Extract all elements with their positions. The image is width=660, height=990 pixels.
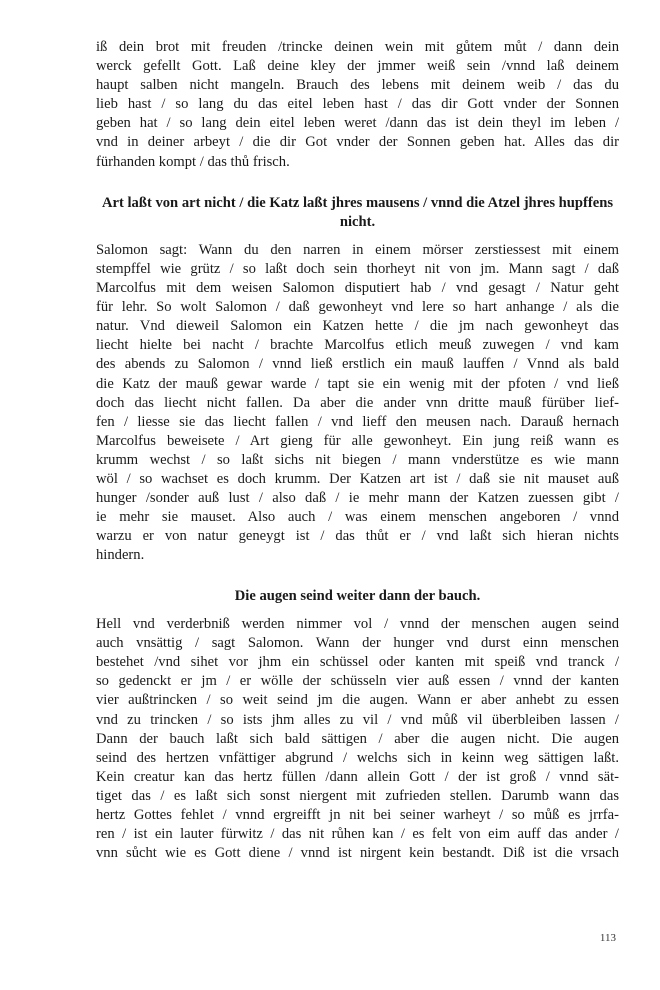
text-line: krumm wechst / so laßt sichs nit biegen / mann vnderstütze es wie mann <box>96 451 619 468</box>
text-line: fen / liesse sie das liecht fallen / vnd lieff den meusen nach. Darauß hernach <box>96 413 619 430</box>
text-line: Hell vnd verderbniß werden nimmer vol / vnnd der menschen augen seind <box>96 616 619 633</box>
text-line: tiget das / es laßt sich sonst niergent mit zufrieden stellen. Darumb wann das <box>96 787 619 804</box>
text-line: auch vnsättig / sagt Salomon. Wann der hunger vnd durst einn menschen <box>96 635 619 652</box>
text-line: hunger /sonder auß lust / also daß / ie mehr mann der Katzen zuessen gibt / <box>96 490 619 507</box>
text-line: vnn sůcht wie es Gott diene / vnnd ist nirgent kein bestandt. Diß ist die vrsach <box>96 845 619 862</box>
text-line: vnd zu trincken / so ists jhm alles zu vil / vnd můß vil überbleiben lassen / <box>96 711 619 728</box>
section-heading-augen: Die augen seind weiter dann der bauch. <box>234 588 481 605</box>
text-line: Salomon sagt: Wann du den narren in einem mörser zerstiessest mit einem <box>96 241 619 258</box>
text-line: haupt salben nicht mangeln. Brauch des lebens mit deinem weib / das du <box>96 77 619 94</box>
text-line: ren / ist ein lauter fürwitz / das nit růhen kan / es felt von eim auff das ander / <box>96 826 619 843</box>
text-line: doch das liecht nicht fallen. Da aber die ander vnn dritte mauß fürüber lief- <box>96 394 619 411</box>
text-line: so gedenckt er jm / er wölle der schüsseln vier auß essen / vnnd der kanten <box>96 673 619 690</box>
text-line: vier außtrincken / so weit seind jm die augen. Wann er aber anhebt zu essen <box>96 692 619 709</box>
text-line: Kein creatur kan das hertz füllen /dann allein Gott / der ist groß / vnnd sät- <box>96 768 619 785</box>
paragraph-augen <box>96 615 619 863</box>
text-line: werck gefellt Gott. Laß deine kley der jmmer weiß sein /vnnd laß deinem <box>96 58 619 75</box>
text-line: des abends zu Salomon / vnnd ließ erstlich ein mauß lauffen / Vnnd als bald <box>96 356 619 373</box>
text-line: Marcolfus mit dem weisen Salomon disputiert hab / vnd gesagt / Natur geht <box>96 280 619 297</box>
text-line: ie mehr sie mauset. Also auch / was einem menschen angeboren / vnnd <box>96 509 619 526</box>
text-line: fürhanden kompt / das thů frisch. <box>96 153 290 170</box>
text-line: wöl / so wachset es doch krumm. Der Katzen art ist / daß sie nit mauset auß <box>96 470 619 487</box>
text-line: stempffel wie grütz / so laßt doch sein thorheyt nit von jm. Mann sagt / daß <box>96 260 619 277</box>
text-line: für lehr. So wolt Salomon / daß gewonheyt vnd lere so hart anhange / als die <box>96 299 619 316</box>
page-number: 113 <box>599 932 616 944</box>
section-heading-art: Art laßt von art nicht / die Katz laßt jhres mausens / vnnd die Atzel jhres hupffens nicht. <box>101 194 614 231</box>
paragraph-intro <box>96 38 619 172</box>
text-line: geben hat / so lang dein eitel leben weret /dann das ist dein theyl im leben / <box>96 115 619 132</box>
text-line: hindern. <box>96 547 145 564</box>
text-line: bestehet /vnd sihet vor jhm ein schüssel oder kanten mit speiß vnd tranck / <box>96 654 619 671</box>
text-line: warzu er von natur geneygt ist / das thůt er / vnd laßt sich hieran nichts <box>96 528 619 545</box>
paragraph-art <box>96 241 619 566</box>
text-line: Dann der bauch laßt sich bald sättigen / aber die augen nicht. Die augen <box>96 730 619 747</box>
text-line: Marcolfus beweisete / Art gieng für alle gewonheyt. Ein jung reiß wann es <box>96 432 619 449</box>
text-line: vnd in deiner arbeyt / die dir Got vnder der Sonnen geben hat. Alles das dir <box>96 134 619 151</box>
page-body <box>96 38 619 863</box>
text-line: hertz Gottes fehlet / vnnd ergreifft jn nit bei seiner warheyt / so můß es jrrfa- <box>96 806 619 823</box>
text-line: natur. Vnd dieweil Salomon ein Katzen hette / die jm nach gewonheyt das <box>96 318 619 335</box>
text-line: die Katz der mauß gewar warde / tapt sie ein wenig mit der pfoten / vnd ließ <box>96 375 619 392</box>
text-line: iß dein brot mit freuden /trincke deinen wein mit gůtem můt / dann dein <box>96 39 619 55</box>
text-line: seind des hertzen vnfättiger abgrund / welchs sich in keinn weg sättigen laßt. <box>96 749 619 766</box>
text-line: liecht hielte bei nacht / brachte Marcolfus etlich meuß zuwegen / vnd kam <box>96 337 619 354</box>
text-line: lieb hast / so lang du das eitel leben hast / das dir Gott vnder der Sonnen <box>96 96 619 113</box>
